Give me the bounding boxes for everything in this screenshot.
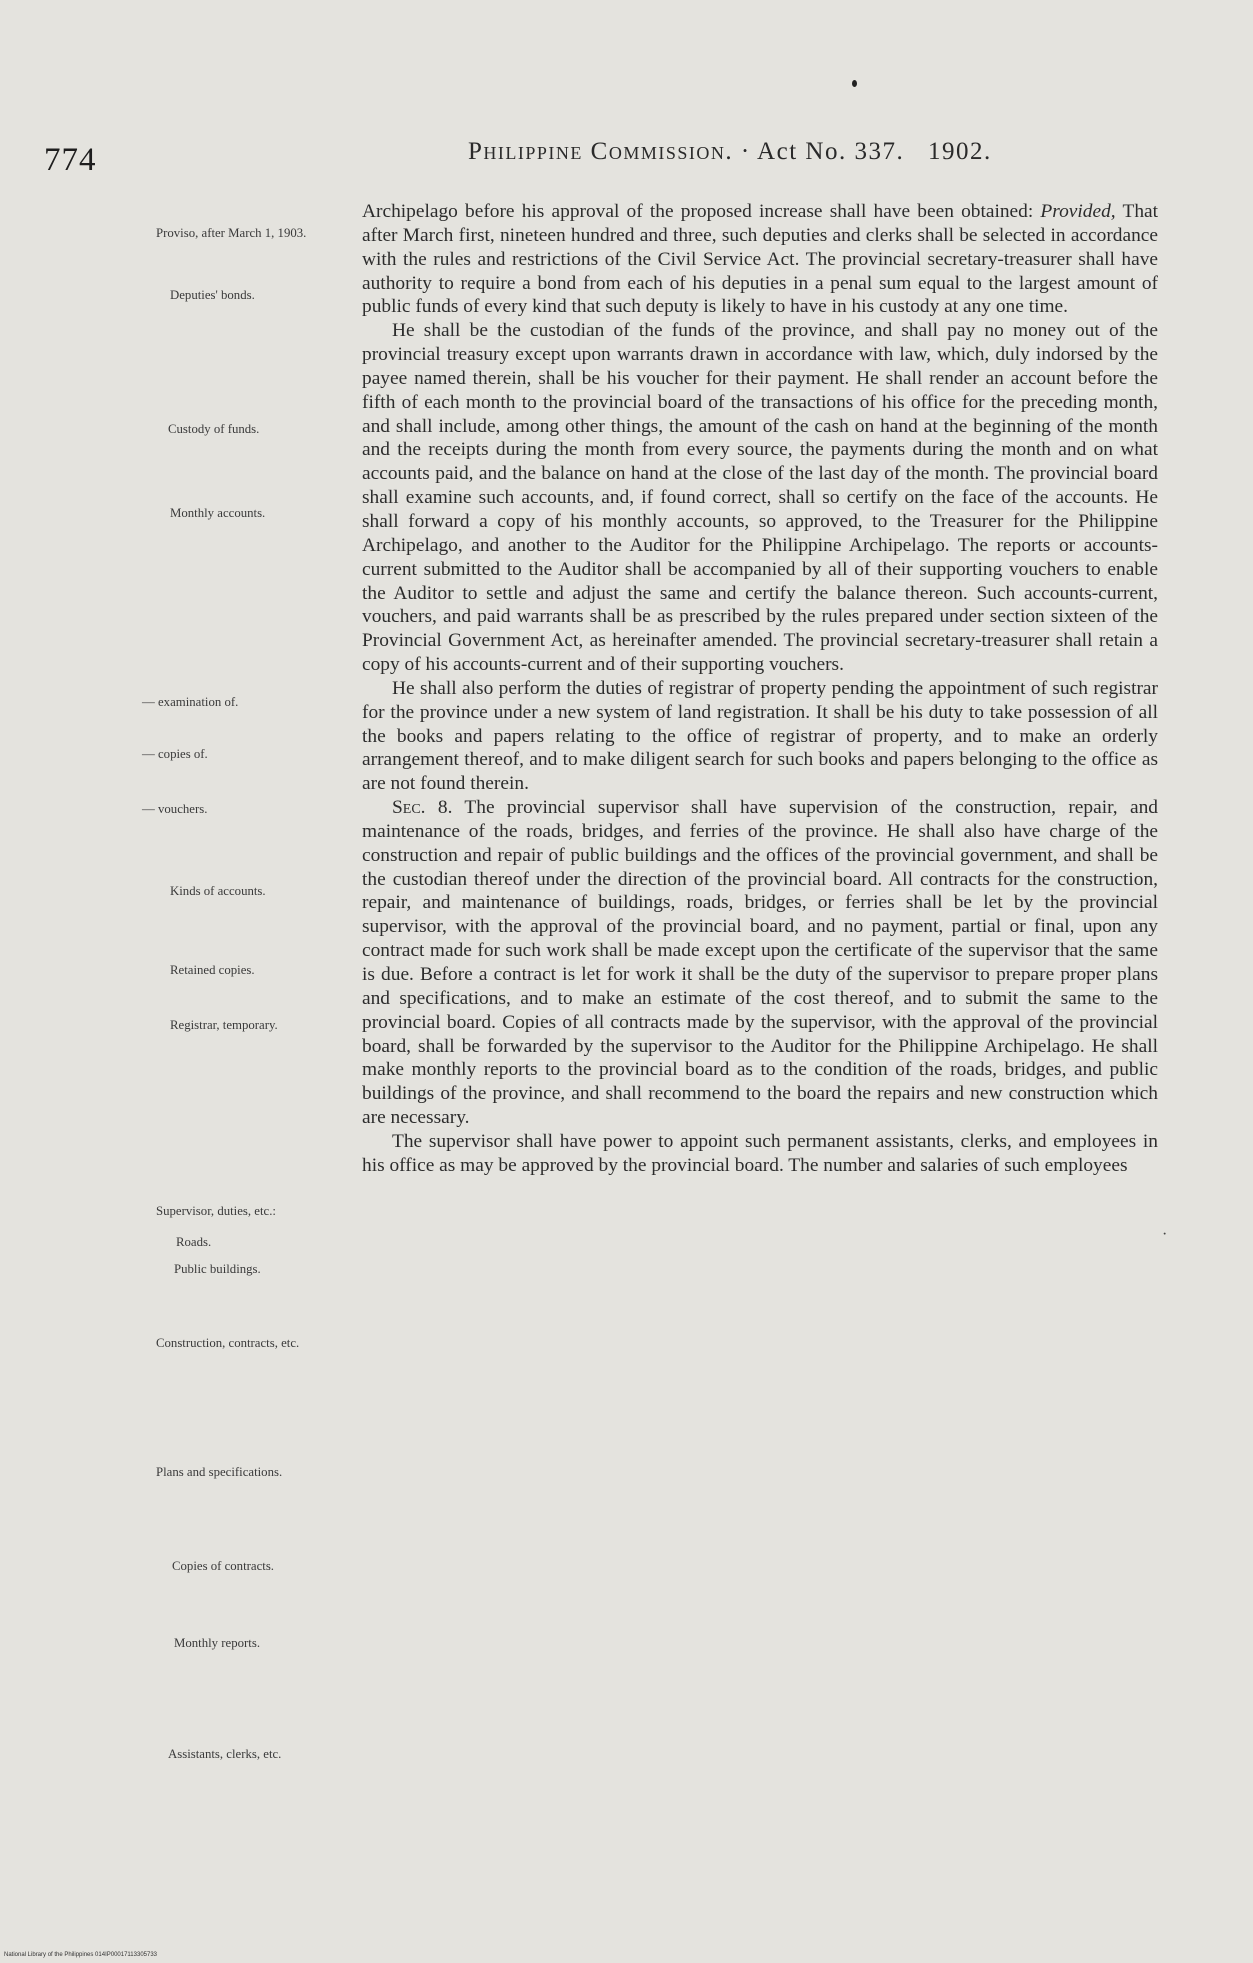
margin-note-custody-of-funds: Custody of funds. [168, 422, 260, 436]
running-head-year: 1902. [927, 138, 992, 165]
margin-note-monthly-reports: Monthly reports. [174, 1636, 261, 1650]
margin-note-registrar: Registrar, temporary. [170, 1018, 278, 1032]
margin-note-examination: — examination of. [142, 695, 239, 709]
margin-note-public-buildings: Public buildings. [174, 1262, 261, 1276]
margin-note-roads: Roads. [176, 1235, 212, 1249]
running-head-act: · Act No. 337. [740, 138, 905, 165]
margin-note-vouchers: — vouchers. [142, 802, 208, 816]
scan-credit: National Library of the Philippines 014IP00017113305733 [4, 1952, 158, 1958]
margin-note-assistants-clerks: Assistants, clerks, etc. [168, 1747, 282, 1761]
paragraph-4: Sec. 8. The provincial supervisor shall have supervision of the construction, repair, and maintenance of the roads, bridges, and ferries of the province. He shall also have charge of the construction and repair of public buildings and the offices of the provincial government, and shall be the custodian thereof under the direction of the provincial board. All contracts for the construction, repair, and maintenance of buildings, roads, bridges, or ferries shall be let by the provincial supervisor, with the approval of the provincial board, and no payment, partial or final, upon any contract made for such work shall be made except upon the certificate of the supervisor that the same is due. Before a contract is let for work it shall be the duty of the supervisor to prepare proper plans and specifications, and to make an estimate of the cost thereof, and to submit the same to the provincial board. Copies of all contracts made by the supervisor, with the approval of the provincial board, shall be forwarded by the supervisor to the Auditor for the Philippine Archipelago. He shall make monthly reports to the provincial board as to the condition of the roads, bridges, and public buildings of the province, and shall recommend to the board the repairs and new construction which are necessary. [362, 797, 1158, 1129]
running-head-title: Philippine Commission. [468, 138, 734, 165]
margin-note-proviso: Proviso, after March 1, 1903. [156, 226, 307, 240]
paragraph-1: Archipelago before his approval of the proposed increase shall have been obtained: Provided, That after March first, nineteen hundred and three, such deputies and clerks shall be selected in accordance with the rules and restrictions of the Civil Service Act. The provincial secretary-treasurer shall have authority to require a bond from each of his deputies in a penal sum equal to the largest amount of public funds of every kind that such deputy is likely to have in his custody at any one time. [362, 201, 1159, 318]
margin-note-deputies-bonds: Deputies' bonds. [170, 288, 255, 302]
paragraph-5: The supervisor shall have power to appoint such permanent assistants, clerks, and employees in his office as may be approved by the provincial board. The number and salaries of such employees [362, 1130, 1158, 1176]
margin-note-plans-specifications: Plans and specifications. [156, 1465, 283, 1479]
margin-note-copies-of-contracts: Copies of contracts. [172, 1559, 274, 1573]
ink-dot [852, 80, 857, 87]
margin-note-supervisor-duties: Supervisor, duties, etc.: [156, 1204, 276, 1218]
margin-mark: · [1162, 1226, 1168, 1243]
paragraph-2: He shall be the custodian of the funds of the province, and shall pay no money out of the provincial treasury except upon warrants drawn in accordance with law, which, duly indorsed by the payee named therein, shall be his voucher for their payment. He shall render an account before the fifth of each month to the provincial board of the transactions of his office for the preceding month, and shall include, among other things, the amount of the cash on hand at the beginning of the month and the receipts during the month from every source, the payments during the month and on what accounts paid, and the balance on hand at the close of the last day of the month. The provincial board shall examine such accounts, and, if found correct, shall so certify on the face of the accounts. He shall forward a copy of his monthly accounts, so approved, to the Treasurer for the Philippine Archipelago, and another to the Auditor for the Philippine Archipelago. The reports or accounts-current submitted to the Auditor shall be accompanied by all of their supporting vouchers to enable the Auditor to settle and adjust the same and certify the balance thereon. Such accounts-current, vouchers, and paid warrants shall be as prescribed by the rules prepared under section sixteen of the Provincial Government Act, as hereinafter amended. The provincial secretary-treasurer shall retain a copy of his accounts-current and of their supporting vouchers. [362, 320, 1158, 676]
margin-note-construction-contracts: Construction, contracts, etc. [156, 1336, 300, 1350]
page-number: 774 [44, 142, 97, 178]
margin-note-monthly-accounts: Monthly accounts. [170, 506, 266, 520]
body-text [362, 200, 1158, 1178]
provided-term: Provided, [1040, 201, 1116, 222]
margin-note-copies: — copies of. [142, 747, 208, 761]
running-head [468, 138, 992, 166]
section-number: Sec. 8. [392, 797, 453, 819]
margin-note-kinds-of-accounts: Kinds of accounts. [170, 884, 266, 898]
margin-note-retained-copies: Retained copies. [170, 963, 255, 977]
paragraph-3: He shall also perform the duties of registrar of property pending the appointment of such registrar for the province under a new system of land registration. It shall be his duty to take possession of all the books and papers relating to the office of registrar of property, and to make an orderly arrangement thereof, and to make diligent search for such books and papers belonging to the office as are not found therein. [362, 677, 1158, 795]
